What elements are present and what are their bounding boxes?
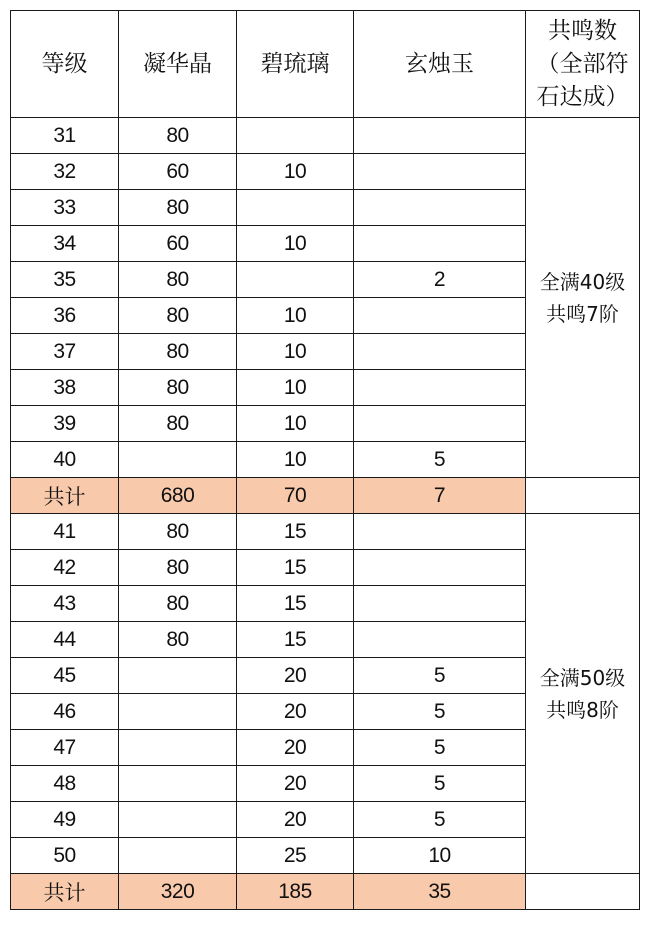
cell-level: 46	[11, 694, 119, 730]
cell-biliuli: 15	[237, 514, 354, 550]
cell-xuanzhuyu	[354, 370, 526, 406]
cell-ninghuajing: 80	[119, 514, 237, 550]
header-biliuli: 碧琉璃	[237, 11, 354, 118]
cell-xuanzhuyu	[354, 622, 526, 658]
total-resonance-blank	[526, 874, 640, 910]
cell-ninghuajing: 80	[119, 334, 237, 370]
total-row	[11, 478, 640, 514]
cell-xuanzhuyu: 2	[354, 262, 526, 298]
cell-biliuli	[237, 190, 354, 226]
header-resonance-line: （全部符	[536, 50, 629, 77]
cell-xuanzhuyu	[354, 586, 526, 622]
cell-ninghuajing: 80	[119, 406, 237, 442]
cell-level: 44	[11, 622, 119, 658]
cell-biliuli: 10	[237, 154, 354, 190]
resonance-note-line: 全满40级	[539, 269, 626, 294]
cell-level: 47	[11, 730, 119, 766]
cell-xuanzhuyu: 5	[354, 658, 526, 694]
cell-biliuli: 15	[237, 586, 354, 622]
cell-ninghuajing	[119, 802, 237, 838]
cell-resonance-note	[526, 118, 640, 478]
cell-ninghuajing: 60	[119, 226, 237, 262]
total-biliuli: 185	[237, 874, 354, 910]
material-table	[10, 10, 640, 910]
cell-biliuli: 15	[237, 550, 354, 586]
material-table-container	[10, 10, 640, 910]
cell-biliuli: 25	[237, 838, 354, 874]
cell-biliuli: 15	[237, 622, 354, 658]
cell-biliuli	[237, 262, 354, 298]
cell-ninghuajing	[119, 766, 237, 802]
cell-level: 35	[11, 262, 119, 298]
cell-biliuli	[237, 118, 354, 154]
table-row	[11, 514, 640, 550]
cell-xuanzhuyu	[354, 298, 526, 334]
total-biliuli: 70	[237, 478, 354, 514]
cell-level: 37	[11, 334, 119, 370]
cell-biliuli: 10	[237, 226, 354, 262]
cell-level: 43	[11, 586, 119, 622]
cell-ninghuajing: 80	[119, 550, 237, 586]
cell-ninghuajing	[119, 694, 237, 730]
header-resonance-line: 共鸣数	[548, 17, 617, 44]
cell-xuanzhuyu	[354, 154, 526, 190]
cell-biliuli: 10	[237, 406, 354, 442]
header-resonance	[526, 11, 640, 118]
total-ninghuajing: 320	[119, 874, 237, 910]
cell-ninghuajing: 60	[119, 154, 237, 190]
cell-level: 48	[11, 766, 119, 802]
cell-xuanzhuyu: 5	[354, 730, 526, 766]
resonance-note-line: 共鸣8阶	[546, 697, 619, 722]
resonance-note-line: 全满50级	[539, 665, 626, 690]
cell-xuanzhuyu: 5	[354, 802, 526, 838]
cell-ninghuajing: 80	[119, 190, 237, 226]
cell-resonance-note	[526, 514, 640, 874]
header-level: 等级	[11, 11, 119, 118]
header-xuanzhuyu: 玄烛玉	[354, 11, 526, 118]
cell-level: 31	[11, 118, 119, 154]
cell-xuanzhuyu: 10	[354, 838, 526, 874]
cell-biliuli: 20	[237, 694, 354, 730]
cell-xuanzhuyu	[354, 334, 526, 370]
header-ninghuajing: 凝华晶	[119, 11, 237, 118]
total-resonance-blank	[526, 478, 640, 514]
cell-ninghuajing	[119, 838, 237, 874]
total-row	[11, 874, 640, 910]
cell-ninghuajing	[119, 730, 237, 766]
header-row	[11, 11, 640, 118]
cell-xuanzhuyu	[354, 514, 526, 550]
cell-level: 49	[11, 802, 119, 838]
cell-level: 36	[11, 298, 119, 334]
cell-xuanzhuyu: 5	[354, 694, 526, 730]
resonance-note-line: 共鸣7阶	[546, 301, 619, 326]
cell-ninghuajing: 80	[119, 262, 237, 298]
cell-ninghuajing	[119, 442, 237, 478]
cell-xuanzhuyu	[354, 550, 526, 586]
total-ninghuajing: 680	[119, 478, 237, 514]
cell-biliuli: 10	[237, 298, 354, 334]
cell-biliuli: 20	[237, 730, 354, 766]
table-body	[11, 118, 640, 910]
cell-xuanzhuyu	[354, 190, 526, 226]
cell-biliuli: 20	[237, 766, 354, 802]
cell-level: 40	[11, 442, 119, 478]
cell-biliuli: 10	[237, 334, 354, 370]
cell-xuanzhuyu	[354, 226, 526, 262]
cell-level: 42	[11, 550, 119, 586]
cell-xuanzhuyu	[354, 406, 526, 442]
header-resonance-line: 石达成）	[536, 83, 629, 110]
cell-level: 33	[11, 190, 119, 226]
table-row	[11, 118, 640, 154]
cell-ninghuajing: 80	[119, 622, 237, 658]
cell-level: 32	[11, 154, 119, 190]
cell-ninghuajing: 80	[119, 586, 237, 622]
cell-level: 38	[11, 370, 119, 406]
cell-level: 41	[11, 514, 119, 550]
cell-biliuli: 20	[237, 802, 354, 838]
cell-ninghuajing: 80	[119, 298, 237, 334]
cell-level: 39	[11, 406, 119, 442]
total-label: 共计	[11, 874, 119, 910]
cell-xuanzhuyu: 5	[354, 442, 526, 478]
cell-ninghuajing	[119, 658, 237, 694]
cell-level: 50	[11, 838, 119, 874]
total-xuanzhuyu: 35	[354, 874, 526, 910]
cell-ninghuajing: 80	[119, 118, 237, 154]
cell-xuanzhuyu: 5	[354, 766, 526, 802]
cell-level: 34	[11, 226, 119, 262]
total-xuanzhuyu: 7	[354, 478, 526, 514]
cell-xuanzhuyu	[354, 118, 526, 154]
cell-ninghuajing: 80	[119, 370, 237, 406]
cell-biliuli: 10	[237, 442, 354, 478]
cell-biliuli: 10	[237, 370, 354, 406]
total-label: 共计	[11, 478, 119, 514]
cell-biliuli: 20	[237, 658, 354, 694]
cell-level: 45	[11, 658, 119, 694]
